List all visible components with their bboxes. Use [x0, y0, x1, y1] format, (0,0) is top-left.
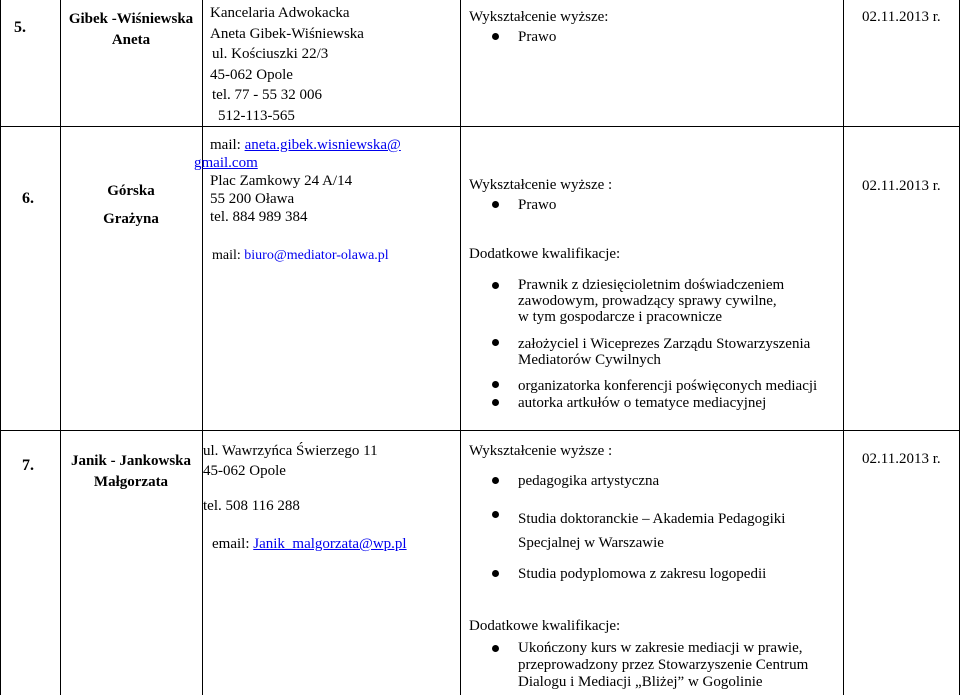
mediator-name — [60, 451, 202, 493]
email-link[interactable]: aneta.gibek.wisniewska@ — [244, 137, 401, 153]
row-number: 5. — [14, 19, 26, 36]
first-name: Grażyna — [103, 211, 159, 227]
date: 02.11.2013 r. — [862, 9, 941, 25]
table-left-border — [0, 0, 1, 695]
email-label: mail: — [212, 248, 245, 263]
contact-line: tel. 508 116 288 — [203, 498, 300, 514]
qualification-item — [518, 640, 808, 691]
row-number: 7. — [22, 457, 34, 474]
email-line-cont — [194, 154, 401, 172]
row-divider-5-6 — [0, 126, 960, 127]
row-divider-6-7 — [0, 430, 960, 431]
contact-block — [194, 136, 401, 226]
education-item: Prawo — [518, 29, 557, 45]
qualification-line: w tym gospodarcze i pracownicze — [518, 309, 723, 325]
contact-line: 55 200 Oława — [210, 191, 295, 207]
row-number: 6. — [22, 190, 34, 207]
surname: Janik - Jankowska — [70, 453, 192, 469]
email2-line — [212, 248, 389, 264]
column-divider-contact — [460, 0, 461, 695]
qualification-line: Mediatorów Cywilnych — [518, 352, 661, 368]
education-item: pedagogika artystyczna — [518, 473, 660, 489]
bullet-icon — [492, 399, 499, 406]
contact-line: Plac Zamkowy 24 A/14 — [210, 173, 353, 189]
email-link[interactable]: biuro@mediator-olawa.pl — [244, 248, 389, 263]
bullet-icon — [492, 381, 499, 388]
qualification-item — [518, 277, 784, 325]
bullet-icon — [492, 282, 499, 289]
contact-block — [210, 3, 364, 126]
contact-line: 45-062 Opole — [210, 66, 293, 83]
mediator-name — [60, 9, 202, 51]
qualification-line: przeprowadzony przez Stowarzyszenie Centrum — [518, 657, 809, 673]
education-item — [518, 507, 785, 555]
contact-line: ul. Wawrzyńca Świerzego 11 — [203, 443, 378, 459]
education-heading: Wykształcenie wyższe : — [469, 443, 613, 459]
bullet-icon — [492, 33, 499, 40]
bullet-icon — [492, 477, 499, 484]
qualification-item — [518, 336, 810, 368]
first-name: Aneta — [111, 32, 151, 48]
email-link[interactable]: gmail.com — [194, 155, 258, 171]
bullet-icon — [492, 511, 499, 518]
contact-line: Aneta Gibek-Wiśniewska — [210, 25, 364, 42]
surname: Górska — [107, 183, 155, 199]
surname: Gibek -Wiśniewska — [68, 11, 194, 27]
qualification-line: zawodowym, prowadzący sprawy cywilne, — [518, 293, 777, 309]
date: 02.11.2013 r. — [862, 451, 941, 467]
qualification-line: Ukończony kurs w zakresie mediacji w prawie, — [518, 640, 803, 656]
email-line — [210, 136, 401, 154]
first-name: Małgorzata — [93, 474, 169, 490]
education-line: Specjalnej w Warszawie — [518, 535, 664, 551]
qualification-item: organizatorka konferencji poświęconych mediacji — [518, 378, 818, 394]
qualification-line: założyciel i Wiceprezes Zarządu Stowarzyszenia — [518, 336, 811, 352]
column-divider-education — [843, 0, 844, 695]
contact-block — [203, 441, 378, 516]
qualification-line: Prawnik z dziesięcioletnim doświadczeniem — [518, 277, 785, 293]
contact-line: 45-062 Opole — [203, 463, 286, 479]
contact-line: 512-113-565 — [218, 107, 295, 124]
date: 02.11.2013 r. — [862, 178, 941, 194]
qualifications-heading: Dodatkowe kwalifikacje: — [469, 618, 621, 634]
bullet-icon — [492, 570, 499, 577]
education-item: Studia podyplomowa z zakresu logopedii — [518, 566, 767, 582]
email-link[interactable]: Janik_malgorzata@wp.pl — [253, 536, 407, 552]
contact-line: tel. 884 989 384 — [210, 209, 308, 225]
bullet-icon — [492, 201, 499, 208]
education-heading: Wykształcenie wyższe : — [469, 177, 613, 193]
education-line: Studia doktoranckie – Akademia Pedagogiki — [518, 511, 786, 527]
qualification-item: autorka artkułów o tematyce mediacyjnej — [518, 395, 767, 411]
contact-line: ul. Kościuszki 22/3 — [212, 46, 329, 62]
education-heading: Wykształcenie wyższe: — [469, 9, 609, 25]
contact-line: tel. 77 - 55 32 006 — [212, 87, 322, 103]
contact-line: Kancelaria Adwokacka — [210, 5, 350, 21]
qualifications-heading: Dodatkowe kwalifikacje: — [469, 246, 621, 262]
bullet-icon — [492, 339, 499, 346]
email-label: mail: — [210, 137, 245, 153]
column-divider-name — [202, 0, 203, 695]
bullet-icon — [492, 645, 499, 652]
email-label: email: — [212, 536, 254, 552]
column-divider-number — [60, 0, 61, 695]
mediator-name — [60, 177, 202, 233]
education-item: Prawo — [518, 197, 557, 213]
qualification-line: Dialogu i Mediacji „Bliżej” w Gogolinie — [518, 674, 763, 690]
email-line — [212, 536, 407, 553]
